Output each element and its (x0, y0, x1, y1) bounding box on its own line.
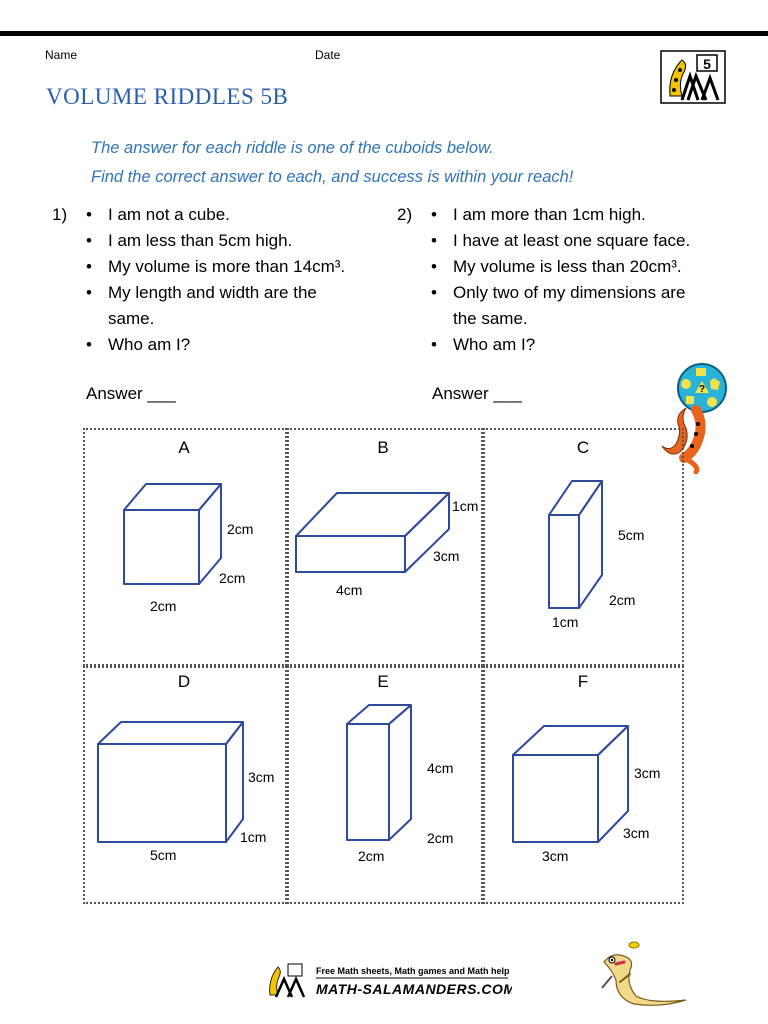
cuboid-b-length: 4cm (336, 582, 363, 598)
cuboid-e (347, 705, 411, 840)
cuboid-b-height: 1cm (452, 498, 479, 514)
cuboid-c-length: 1cm (552, 614, 579, 630)
salamander-icon (590, 940, 694, 1010)
clue: • I am less than 5cm high. (85, 228, 355, 254)
cuboid-b-depth: 3cm (433, 548, 460, 564)
cuboid-letter: C (576, 438, 590, 457)
clue: • Who am I? (430, 332, 700, 358)
cuboid-d (98, 722, 243, 842)
riddle-2-answer[interactable]: Answer ___ (432, 384, 522, 403)
salamander-logo-icon (660, 50, 726, 104)
riddle-clues (430, 202, 700, 358)
cuboid-f-length: 3cm (542, 848, 569, 864)
cuboid-e-height: 4cm (427, 760, 454, 776)
clue: • My volume is less than 20cm³. (430, 254, 700, 280)
name-label: Name (45, 48, 78, 62)
clue: • Only two of my dimensions are the same. (430, 280, 700, 332)
cuboid-d-depth: 1cm (240, 829, 267, 845)
page-title: VOLUME RIDDLES 5B (46, 84, 289, 109)
footer-site: MATH-SALAMANDERS.COM (316, 981, 512, 997)
cuboid-c (549, 481, 602, 608)
date-label: Date (315, 48, 341, 62)
clue: • I am not a cube. (85, 202, 355, 228)
cuboid-grid (83, 428, 684, 904)
cuboid-e-depth: 2cm (427, 830, 454, 846)
top-rule (0, 31, 768, 36)
riddle-number: 1) (52, 205, 68, 224)
cuboid-a-height: 2cm (227, 521, 254, 537)
cuboid-e-length: 2cm (358, 848, 385, 864)
footer-tagline: Free Math sheets, Math games and Math help (316, 966, 510, 976)
instructions (91, 134, 731, 192)
clue: • Who am I? (85, 332, 355, 358)
cuboid-c-height: 5cm (618, 527, 645, 543)
cuboid-letter: D (177, 672, 191, 691)
cuboid-a (124, 484, 221, 584)
riddle-number: 2) (397, 205, 413, 224)
cuboid-f-depth: 3cm (623, 825, 650, 841)
clue: • I have at least one square face. (430, 228, 700, 254)
svg-text:?: ? (698, 384, 706, 395)
cuboid-a-depth: 2cm (219, 570, 246, 586)
riddle-1-answer[interactable]: Answer ___ (86, 384, 176, 403)
cuboid-d-height: 3cm (248, 769, 275, 785)
instructions-line-2: Find the correct answer to each, and success is within your reach! (91, 168, 574, 186)
cuboid-letter: B (377, 438, 389, 457)
instructions-line-1: The answer for each riddle is one of the cuboids below. (91, 139, 494, 157)
cuboid-letter: F (577, 672, 589, 691)
cuboid-f-height: 3cm (634, 765, 661, 781)
cuboid-a-length: 2cm (150, 598, 177, 614)
logo-grade: 5 (703, 56, 711, 72)
riddle-clues (85, 202, 355, 358)
cuboid-letter: A (178, 438, 190, 457)
cuboid-c-depth: 2cm (609, 592, 636, 608)
footer-logo[interactable] (262, 961, 512, 1001)
cuboid-d-length: 5cm (150, 847, 177, 863)
cuboid-letter: E (377, 672, 389, 691)
clue: • My volume is more than 14cm³. (85, 254, 355, 280)
clue: • I am more than 1cm high. (430, 202, 700, 228)
clue: • My length and width are the same. (85, 280, 355, 332)
cuboid-b (296, 493, 449, 572)
cuboid-f (513, 726, 628, 842)
cuboid-drawings (83, 428, 684, 904)
